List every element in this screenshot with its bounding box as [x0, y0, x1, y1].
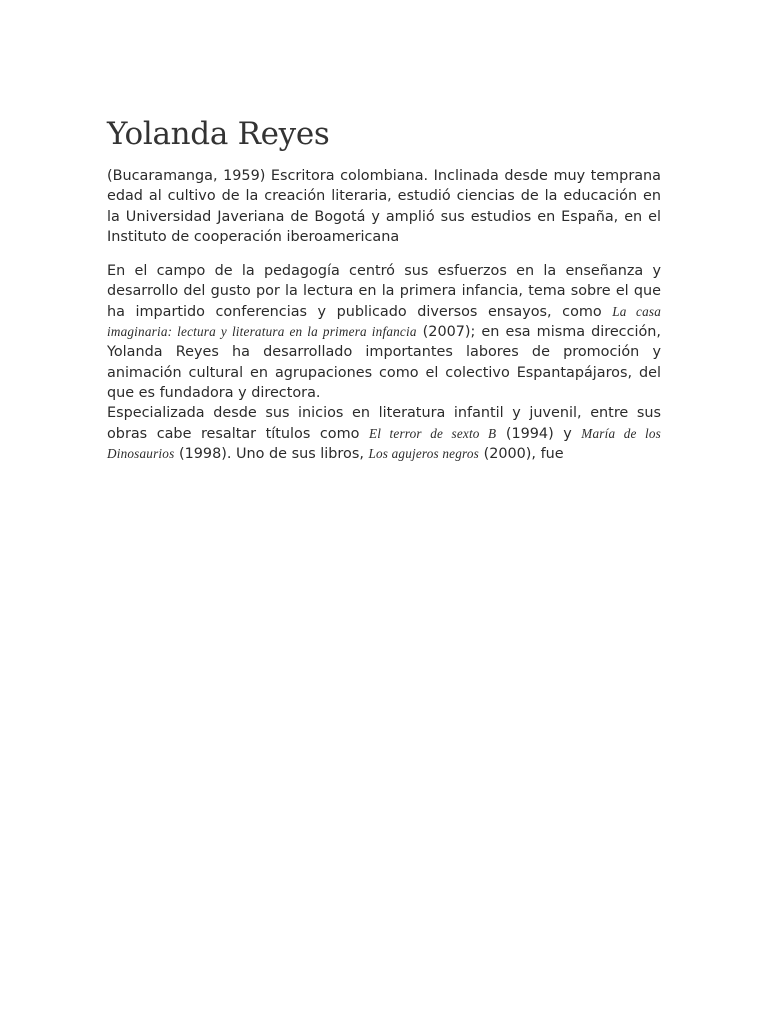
- book-title-maria-de-los-dinosaurios: María de los Dinosaurios: [107, 425, 661, 461]
- book-title-los-agujeros-negros: Los agujeros negros: [368, 445, 479, 461]
- paragraph-pedagogy-text-a: En el campo de la pedagogía centró sus esfuerzos en la enseñanza y desarrollo del gusto por la lectura en la primera infancia, tema sobre el que ha impartido conferencias y publicado diversos ensayos, como: [107, 263, 661, 320]
- paragraph-works-text-d: (2000), fue: [479, 445, 564, 462]
- paragraph-intro: (Bucaramanga, 1959) Escritora colombiana. Inclinada desde muy temprana edad al cultivo de la creación literaria, estudió ciencias de la educación en la Universidad Javeriana de Bogotá y amplió sus estudios en España, en el Instituto de cooperación iberoamericana: [107, 168, 661, 245]
- paragraph-works-text-b: (1994) y: [496, 425, 582, 442]
- paragraph-pedagogy: [107, 261, 661, 403]
- paragraph-pedagogy-text-b: (2007); en esa misma dirección, Yolanda Reyes ha desarrollado importantes labores de promoción y animación cultural en agrupaciones como el colectivo Espantapájaros, del que es fundadora y directora.: [107, 324, 661, 401]
- page-title: Yolanda Reyes: [107, 116, 330, 152]
- paragraph-works-text-a: Especializada desde sus inicios en literatura infantil y juvenil, entre sus obras cabe resaltar títulos como: [107, 405, 661, 442]
- paragraph-works-text-c: (1998). Uno de sus libros,: [174, 445, 369, 462]
- paragraph-works: [107, 403, 661, 464]
- book-title-la-casa-imaginaria: La casa imaginaria: lectura y literatura en la primera infancia: [107, 303, 661, 340]
- document-page: [107, 112, 661, 464]
- book-title-el-terror-de-sexto-b: El terror de sexto B: [368, 425, 497, 441]
